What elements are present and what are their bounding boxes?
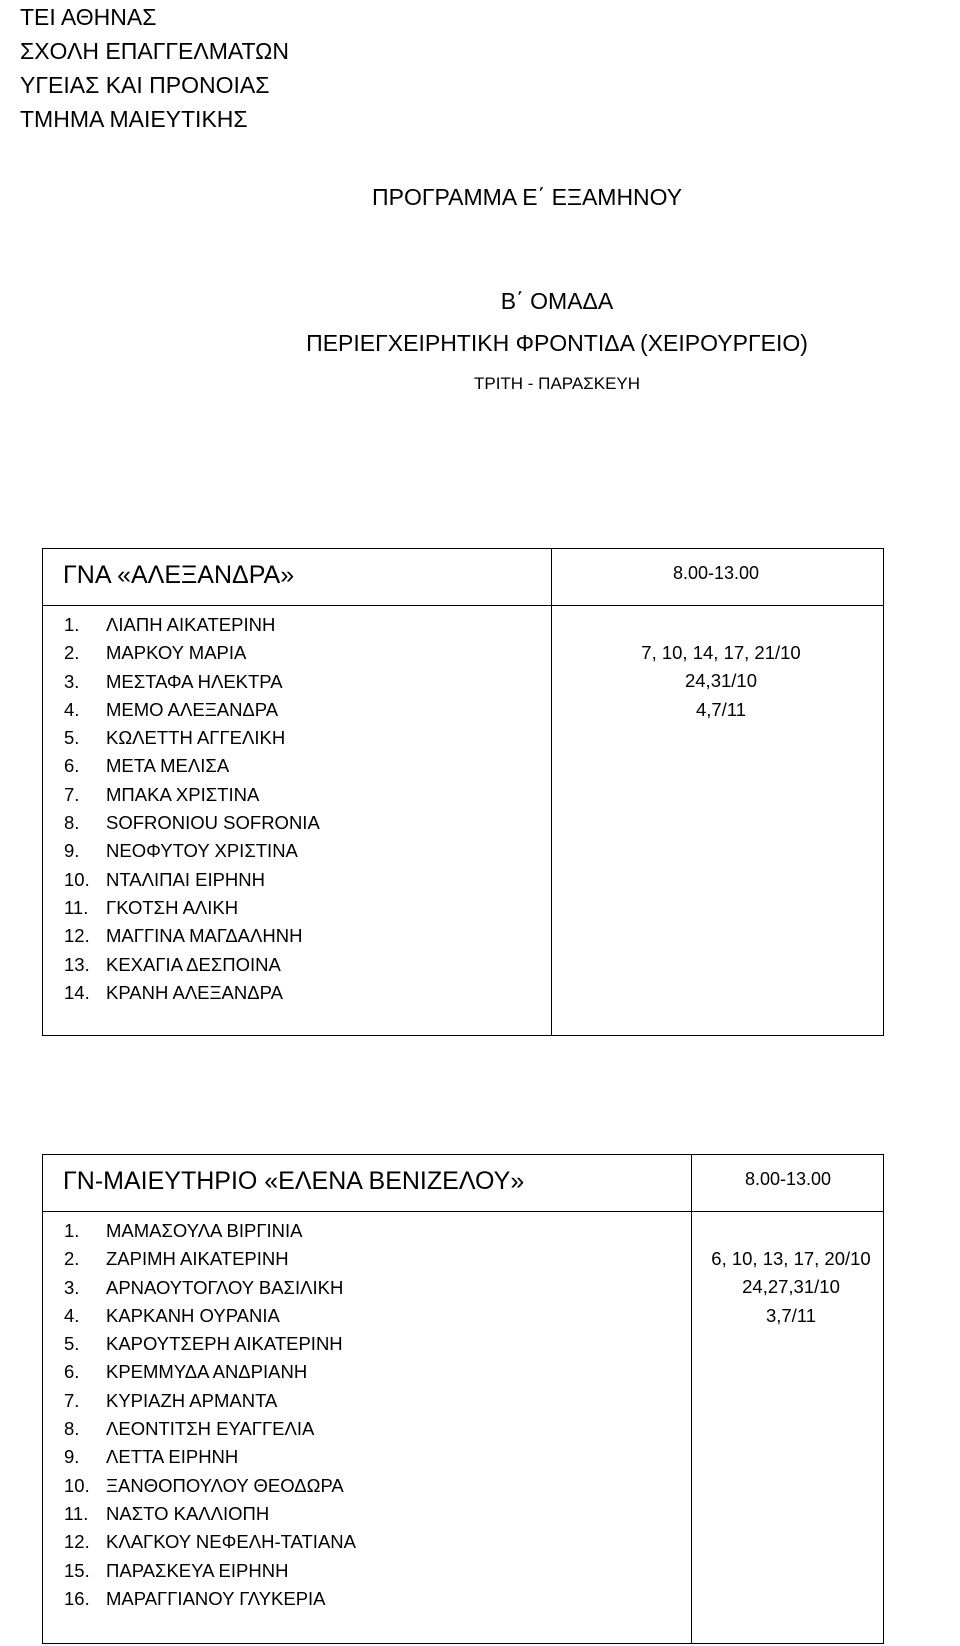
list-item [64,639,320,667]
list-item-number: 6. [64,755,80,777]
header-line: ΤΜΗΜΑ ΜΑΙΕΥΤΙΚΗΣ [20,106,248,132]
list-item [64,979,320,1007]
student-name: ΚΑΡΟΥΤΣΕΡΗ ΑΙΚΑΤΕΡΙΝΗ [106,1333,343,1355]
header-line: ΥΓΕΙΑΣ ΚΑΙ ΠΡΟΝΟΙΑΣ [20,72,270,98]
list-item-number: 3. [64,670,80,692]
student-name: ΚΡΑΝΗ ΑΛΕΞΑΝΔΡΑ [106,981,283,1003]
date-line: 4,7/11 [695,698,747,720]
student-name: ΚΡΕΜΜΥΔΑ ΑΝΔΡΙΑΝΗ [106,1361,308,1383]
date-line: 7, 10, 14, 17, 21/10 [641,642,801,663]
list-item-number: 13. [64,953,90,975]
list-item-number: 4. [64,698,80,720]
list-item [64,1415,356,1443]
student-name: ΑΡΝΑΟΥΤΟΓΛΟΥ ΒΑΣΙΛΙΚΗ [106,1276,344,1298]
list-item [64,1245,356,1273]
student-name: ΛΙΑΠΗ ΑΙΚΑΤΕΡΙΝΗ [106,614,276,635]
student-name: ΜΠΑΚΑ ΧΡΙΣΤΙΝΑ [106,783,260,805]
schedule-table-venizelou [42,1154,884,1644]
date-line: 24,27,31/10 [742,1276,840,1298]
list-item-number: 9. [64,840,80,862]
student-name: ΖΑΡΙΜΗ ΑΙΚΑΤΕΡΙΝΗ [106,1248,289,1270]
list-item-number: 11. [64,1502,89,1524]
list-item-number: 15. [64,1559,90,1581]
list-item [64,1557,356,1585]
group-title: Β΄ ΟΜΑΔΑ [500,288,614,314]
list-item-number: 10. [64,1474,90,1496]
student-name: ΜΕΤΑ ΜΕΛΙΣΑ [106,755,230,777]
student-list [64,611,320,1007]
list-item [64,1585,356,1613]
service-title: ΠΕΡΙΕΓΧΕΙΡΗΤΙΚΗ ΦΡΟΝΤΙΔΑ (ΧΕΙΡΟΥΡΓΕΙΟ) [306,330,808,356]
site-time: 8.00-13.00 [744,1169,832,1189]
list-item-number: 9. [64,1446,80,1468]
column-divider [551,549,552,1035]
site-name: ΓΝΑ «ΑΛΕΞΑΝΔΡΑ» [63,561,295,589]
list-item [64,696,320,724]
list-item [64,837,320,865]
list-item [64,1217,356,1245]
list-item [64,1330,356,1358]
list-item-number: 3. [64,1276,80,1298]
student-name: ΚΩΛΕΤΤΗ ΑΓΓΕΛΙΚΗ [106,727,286,749]
list-item-number: 2. [64,1248,80,1270]
student-name: ΜΑΜΑΣΟΥΛΑ ΒΙΡΓΙΝΙΑ [106,1220,303,1241]
list-item-number: 16. [64,1587,90,1609]
list-item-number: 5. [64,727,80,749]
student-name: ΠΑΡΑΣΚΕΥΑ ΕΙΡΗΝΗ [106,1559,289,1581]
list-item [64,668,320,696]
list-item [64,1443,356,1471]
list-item [64,752,320,780]
date-line: 6, 10, 13, 17, 20/10 [711,1248,871,1269]
list-item [64,1500,356,1528]
list-item-number: 4. [64,1304,80,1326]
student-name: ΚΥΡΙΑΖΗ ΑΡΜΑΝΤΑ [106,1389,278,1411]
list-item [64,1387,356,1415]
student-list [64,1217,356,1613]
list-item [64,809,320,837]
student-name: ΜΑΓΓΙΝΑ ΜΑΓΔΑΛΗΝΗ [106,925,303,947]
list-item [64,1528,356,1556]
list-item-number: 2. [64,642,80,664]
dates-list [551,639,891,724]
list-item-number: 6. [64,1361,80,1383]
list-item [64,1274,356,1302]
student-name: ΚΑΡΚΑΝΗ ΟΥΡΑΝΙΑ [106,1304,280,1326]
header-line: ΣΧΟΛΗ ΕΠΑΓΓΕΛΜΑΤΩΝ [20,38,289,64]
student-name: ΜΑΡΚΟΥ ΜΑΡΙΑ [106,642,247,664]
student-name: SOFRONIOU SOFRONIA [106,812,320,834]
list-item [64,1302,356,1330]
list-item [64,611,320,639]
student-name: ΜΑΡΑΓΓΙΑΝΟΥ ΓΛΥΚΕΡΙΑ [106,1587,326,1609]
date-line: 3,7/11 [765,1304,817,1326]
list-item-number: 8. [64,1418,80,1440]
student-name: ΛΕΟΝΤΙΤΣΗ ΕΥΑΓΓΕΛΙΑ [106,1418,315,1440]
list-item-number: 7. [64,783,80,805]
list-item [64,951,320,979]
student-name: ΚΕΧΑΓΙΑ ΔΕΣΠΟΙΝΑ [106,953,281,975]
student-name: ΝΑΣΤΟ ΚΑΛΛΙΟΠΗ [106,1502,270,1524]
list-item [64,1472,356,1500]
student-name: ΝΕΟΦΥΤΟΥ ΧΡΙΣΤΙΝΑ [106,840,298,862]
list-item [64,866,320,894]
student-name: ΜΕΜΟ ΑΛΕΞΑΝΔΡΑ [106,698,279,720]
list-item-number: 11. [64,896,89,918]
student-name: ΝΤΑΛΙΠΑΙ ΕΙΡΗΝΗ [106,868,266,890]
student-name: ΞΑΝΘΟΠΟΥΛΟΥ ΘΕΟΔΩΡΑ [106,1474,344,1496]
student-name: ΓΚΟΤΣΗ ΑΛΙΚΗ [106,896,239,918]
header-line: ΤΕΙ ΑΘΗΝΑΣ [20,4,157,30]
list-item-number: 7. [64,1389,80,1411]
student-name: ΜΕΣΤΑΦΑ ΗΛΕΚΤΡΑ [106,670,283,692]
site-time: 8.00-13.00 [672,563,760,583]
list-item-number: 1. [64,1220,80,1241]
list-item-number: 10. [64,868,90,890]
date-line: 24,31/10 [684,670,757,692]
list-item [64,894,320,922]
site-name: ΓΝ-ΜΑΙΕΥΤΗΡΙΟ «ΕΛΕΝΑ ΒΕΝΙΖΕΛΟΥ» [63,1167,525,1195]
list-item-number: 12. [64,1531,90,1553]
list-item-number: 1. [64,614,80,635]
list-item-number: 8. [64,812,80,834]
student-name: ΚΛΑΓΚΟΥ ΝΕΦΕΛΗ-ΤΑΤΙΑΝΑ [106,1531,356,1553]
column-divider [691,1155,692,1643]
list-item-number: 5. [64,1333,80,1355]
list-item-number: 14. [64,981,90,1003]
list-item [64,724,320,752]
schedule-table-alexandra [42,548,884,1036]
list-item [64,1358,356,1386]
program-title: ΠΡΟΓΡΑΜΜΑ Ε΄ ΕΞΑΜΗΝΟΥ [372,184,683,210]
student-name: ΛΕΤΤΑ ΕΙΡΗΝΗ [106,1446,239,1468]
list-item [64,922,320,950]
list-item [64,781,320,809]
institution-header [20,0,289,136]
dates-list [691,1245,891,1330]
schedule-days: ΤΡΙΤΗ - ΠΑΡΑΣΚΕΥΗ [473,374,641,393]
list-item-number: 12. [64,925,90,947]
